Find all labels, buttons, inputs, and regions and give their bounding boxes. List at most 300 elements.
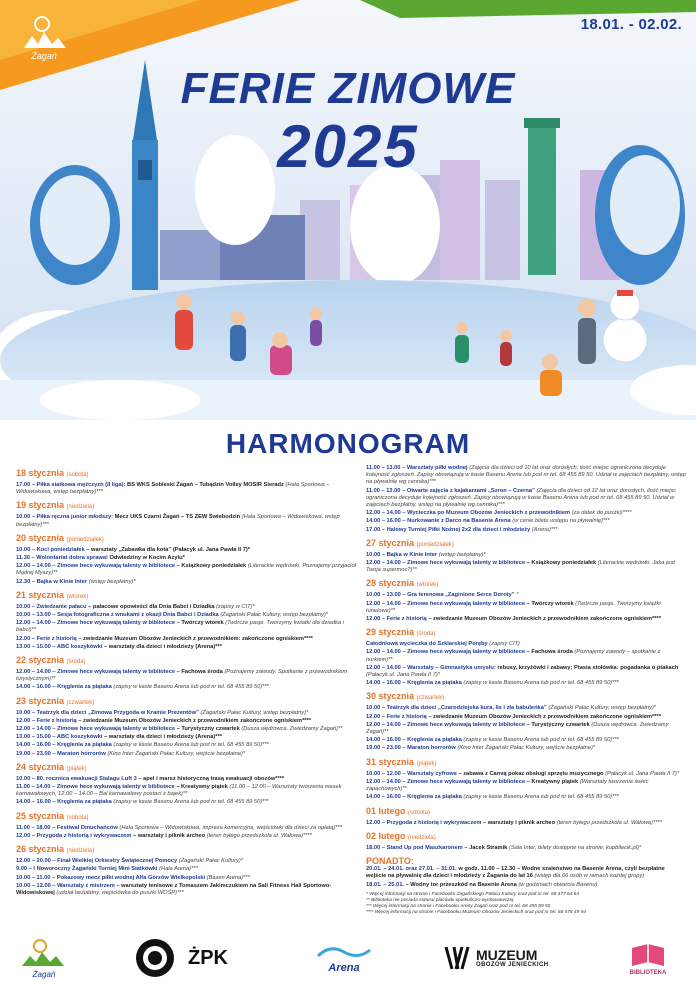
event-text: – Książkowy poniedziałek (176, 563, 247, 570)
schedule-event (366, 518, 686, 525)
schedule-event (366, 745, 686, 752)
event-title: – Kręglenia za piątaka (402, 680, 462, 687)
event-title: – Przygoda z historią i wykrywaczem (381, 819, 482, 826)
event-note: (zapisy w CIT)* (216, 603, 255, 610)
schedule-left-column (16, 464, 356, 898)
event-title: – Kręglenia za piątaka (52, 684, 112, 691)
day-date: 31 stycznia (366, 756, 415, 767)
schedule-event (16, 644, 356, 651)
day-date: 20 stycznia (16, 532, 65, 543)
day-heading (366, 806, 686, 819)
day-weekday: (czwartek) (416, 695, 445, 702)
day-heading (16, 696, 356, 709)
schedule-event (366, 665, 686, 679)
event-note: (teren byłego przedszkola ul. Wałowa)**** (206, 832, 312, 839)
event-note: (Literackie wędrówki. Jaka jest Twoja supermoc?)** (366, 560, 675, 574)
event-text: – Twórczy wtorek (526, 600, 574, 607)
event-title: – Bajka w Kinie Inter (31, 578, 88, 585)
event-time: 10.00 (16, 514, 31, 521)
biblioteka-text: BIBLIOTEKA (629, 970, 667, 976)
event-note: (Arena)*** (531, 526, 558, 533)
event-time: 11.00 – 14.00 (16, 784, 51, 791)
event-text: – warsztaty dla dzieci i młodzieży (Arena)*** (104, 643, 222, 650)
schedule-event (366, 722, 686, 736)
day-weekday: (środa) (66, 659, 86, 666)
event-note: (zapisy w kasie Basenu Arena lub pod nr tel. 68 455 89 50)*** (113, 799, 269, 806)
schedule-event (16, 734, 356, 741)
event-time: 13.00 – 15.00 (16, 734, 51, 741)
poster-title: FERIE ZIMOWE (180, 64, 516, 113)
day-heading (16, 844, 356, 857)
day-heading (16, 533, 356, 546)
event-note: (teren byłego przedszkola ul. Wałowa)**** (556, 819, 662, 826)
event-title: – Otwarte zajęcia z kajakarzami „Szron – Czerna” (402, 487, 535, 494)
zpk-logo: ŻPK (188, 946, 228, 969)
event-note: (w cenie biletu wstępu na pływalnię)*** (512, 518, 610, 525)
schedule-event (366, 601, 686, 615)
event-note: (Żagański Pałac Kultury, wstęp bezpłatny)* (220, 612, 328, 619)
day-date: 24 stycznia (16, 761, 65, 772)
day-heading (366, 627, 686, 640)
event-title: – Nurkowanie z Darco na Basenie Arena (402, 518, 511, 525)
ponadto-item (366, 882, 686, 889)
event-title: – Zimowe hece wykuwają talenty w bibliotece (402, 600, 526, 607)
event-note: (11.00 – 12.00 – Warsztaty tworzenia masek karnawałowych, 12.00 – 14.00 – Bal karnawałowy postaci z bajek)** (16, 784, 342, 798)
day-date: 22 stycznia (16, 655, 65, 666)
event-note: (Zajęcia dla dzieci od 12 lat oraz dorosłych, ilość miejsc ograniczona decyduje kolejność zgłoszeń. Zapisy obowiązują w kasie Basenu Arena lub pod nr tel. 68 455 89 50. Udział w zajęciach bezpłatny, wstęp na pływalnię wg cennika)*** (366, 487, 677, 509)
schedule-right-days (366, 465, 686, 852)
schedule-event (16, 555, 356, 562)
event-text: Mecz UKS Czarni Żagań – TS ZEW Świebodzin (114, 514, 241, 521)
event-note: (Sala Inter, bilety dostępne na stronie: kupbilecik.pl)* (508, 844, 642, 851)
schedule-heading: HARMONOGRAM (225, 428, 471, 459)
event-time: 12.00 – 14.00 (366, 721, 401, 728)
event-time: 18.00 (366, 844, 381, 851)
event-title: – Warsztaty piłki wodnej (402, 465, 468, 471)
event-time: 10.00 (366, 705, 381, 712)
event-text: Odwiedziny w Kocim Azylu* (109, 555, 185, 562)
event-title: – Teatrzyk dla dzieci „Zimowa Przygoda w Krainie Prezentów” (31, 709, 199, 716)
event-note: (zapisy w kasie Basenu Arena lub pod nr tel. 68 455 89 50)*** (463, 680, 619, 687)
day-heading (366, 538, 686, 551)
event-time: 14.00 – 16.00 (16, 742, 51, 749)
event-title: – Zimowe hece wykuwają talenty w bibliotece (52, 784, 175, 791)
event-title: – Maraton horrorów (52, 750, 106, 757)
event-note: (udział bezpłatny, wejściówka do puszki WOŚP)*** (56, 889, 184, 896)
event-note: (Kino Inter Żagański Pałac Kultury, wejście bezpłatne)* (107, 750, 246, 757)
event-note: (Pałacyk ul. Jana Pawła II 7)* (605, 770, 680, 777)
event-title: – Halowy Turniej Piłki Nożnej 2x2 dla dzieci i młodzieży (381, 526, 531, 533)
event-title: Całodniowa wycieczka do Szklarskiej Poręby (366, 641, 488, 648)
schedule-event (16, 866, 356, 873)
event-title: – Zwiedzanie pałacu (31, 603, 87, 610)
schedule-event (16, 604, 356, 611)
event-title: – Wolontariat dobra sprawa! (31, 555, 108, 562)
event-note: (zapisy w kasie Basenu Arena lub pod nr tel. 68 455 89 50)*** (463, 794, 619, 801)
winter-scene-art (0, 0, 696, 420)
schedule-event (16, 726, 356, 733)
schedule-event (366, 560, 686, 574)
schedule-event (366, 705, 686, 712)
day-date: 29 stycznia (366, 627, 415, 638)
event-text: – apel i marsz historyczną trasą ewakuacji obozów**** (138, 775, 285, 782)
event-time: 14.00 – 16.00 (366, 737, 401, 744)
event-time: 12.30 (16, 578, 31, 585)
schedule-event (16, 563, 356, 577)
date-range: 18.01. - 02.02. (580, 16, 682, 33)
schedule-event (16, 620, 356, 634)
schedule-event (366, 510, 686, 517)
day-date: 25 stycznia (16, 810, 65, 821)
event-note: (Hala Arena)*** (159, 866, 198, 873)
schedule-event (366, 488, 686, 510)
footnote: * Więcej informacji na stronie i Facebooku Żagańskiego Pałacu Kultury oraz pod nr tel. 68 477 64 64 (366, 891, 580, 897)
event-title: – Ferie z historią (31, 635, 77, 642)
event-title: – Zimowe hece wykuwają talenty w bibliotece (52, 726, 176, 733)
ponadto-item (366, 866, 686, 880)
event-note: (Dusza wędrowca. Zwiedzamy Żagań)** (366, 721, 669, 736)
svg-text:Żagań: Żagań (31, 51, 57, 61)
schedule-event (16, 875, 356, 882)
schedule-event (16, 784, 356, 798)
event-text: – Fachowa środa (176, 669, 223, 676)
event-title: – ABC koszykówki (52, 734, 103, 741)
event-text: – Kreatywny piątek (176, 784, 228, 791)
zagan-logo-footer (14, 936, 74, 980)
day-heading (16, 811, 356, 824)
event-time: 10.00 – 13.00 (366, 592, 401, 599)
schedule-event (16, 718, 356, 725)
event-time: 17.00 (366, 526, 381, 533)
event-time: 12.00 – 14.00 (366, 778, 401, 785)
svg-text:Żagań: Żagań (32, 970, 56, 979)
event-title: – Ferie z historią (31, 717, 77, 724)
schedule-event (366, 771, 686, 778)
event-title: – Teatrzyk dla dzieci „Czarodziejska kura, lis i zła babuleńka” (381, 705, 547, 712)
event-note: (Żagański Pałac Kultury, wstęp bezpłatny)* (200, 709, 309, 716)
event-time: 19.00 – 23.00 (366, 745, 401, 752)
muzeum-logo (444, 936, 548, 980)
event-time: 12.00 – 14.00 (366, 560, 401, 567)
event-note: (wstęp bezpłatny)* (438, 551, 486, 558)
event-text: – zabawa z Canvą pokaz obsługi sprzętu muzycznego (458, 770, 604, 777)
ponadto-note: (w godzinach otwarcia Basenu) (518, 881, 598, 888)
day-heading (16, 500, 356, 513)
event-title: – ABC koszykówki (52, 643, 103, 650)
footnote: **** Więcej informacji na stronie i Facebooku Muzeum Obozów Jenieckich oraz pod nr tel. 68 478 49 94 (366, 909, 586, 915)
event-title: – Warsztaty z mistrzem (52, 882, 115, 889)
footnote: ** Biblioteka nie posiada statusu placówki opiekuńczo-wychowawczej. (366, 897, 515, 903)
muzeum-logo-text (476, 948, 548, 968)
event-title: – Finał Wielkiej Orkiestry Świątecznej Pomocy (52, 858, 178, 865)
day-date: 19 stycznia (16, 500, 65, 511)
day-date: 28 stycznia (366, 578, 415, 589)
schedule-event (366, 779, 686, 793)
muzeum-title: MUZEUM (476, 947, 538, 963)
arena-logo (316, 936, 372, 980)
event-time: 12.00 (16, 832, 31, 839)
muzeum-subtitle: OBOZÓW JENIECKICH (476, 962, 549, 968)
schedule-event (366, 616, 686, 623)
event-text: – warsztaty i piknik archeo (133, 832, 206, 839)
event-title: – Pokazowy mecz piłki wodnej Alfa Gorzów Wielkopolski (52, 874, 206, 881)
day-date: 01 lutego (366, 805, 406, 816)
day-weekday: (sobota) (66, 472, 89, 478)
day-date: 30 stycznia (366, 691, 415, 702)
day-date: 26 stycznia (16, 844, 65, 855)
day-weekday: (poniedziałek) (416, 541, 454, 548)
day-date: 23 stycznia (16, 695, 65, 706)
event-title: – Zimowe hece wykuwają talenty w bibliotece (52, 669, 176, 676)
footnotes (366, 892, 686, 916)
event-time: 12.00 – 14.00 (366, 600, 401, 607)
event-title: – Zimowe hece wykuwają talenty w bibliotece (52, 620, 176, 627)
event-text: – warsztaty dla dzieci i młodzieży (Arena)*** (104, 734, 222, 741)
event-time: 14.00 – 16.00 (16, 799, 51, 806)
schedule-event (366, 794, 686, 801)
event-time: 12.00 (16, 717, 31, 724)
event-time: 9.00 (16, 866, 28, 873)
schedule-event (16, 514, 356, 528)
event-text: – zwiedzanie Muzeum Obozów Jenieckich z przewodnikiem zakończone ogniskiem**** (428, 616, 661, 623)
day-date: 27 stycznia (366, 537, 415, 548)
schedule-event (16, 612, 356, 619)
event-time: 14.00 – 16.00 (16, 684, 51, 691)
event-note: (Twórcze pasje. Tworzymy książki tunelowe)** (366, 600, 661, 614)
day-date: 21 stycznia (16, 589, 65, 600)
event-title: – I Noworoczny Żagański Turniej Mini Siatkówki (28, 866, 158, 873)
schedule-event (366, 714, 686, 721)
event-title: – Zimowe hece wykuwają talenty w bibliotece (402, 721, 526, 728)
event-note: (Poznajemy zawody – spotkanie z nurkiem)** (366, 649, 661, 663)
day-weekday: (wtorek) (66, 593, 89, 600)
event-title: – Sesja fotograficzna z wnukami z okazji Dnia Babci i Dziadka (52, 612, 219, 619)
event-time: 12.00 – 14.00 (366, 649, 401, 656)
event-text: – warsztaty tenisowe z Tomaszem Jakimczukiem na Sali Fitness Hali Sportowo-Widowiskowej (16, 882, 332, 896)
day-date: 02 lutego (366, 830, 406, 841)
schedule-event (366, 845, 686, 852)
event-time: 12.00 (366, 713, 381, 720)
event-title: – Kręglenia za piątaka (402, 794, 462, 801)
event-title: – Ferie z historią (381, 713, 427, 720)
event-note: (Żagański Pałac Kultury, wstęp bezpłatny)* (548, 705, 657, 712)
lion-crest-logo (133, 936, 177, 980)
event-time: 14.00 – 16.00 (366, 680, 401, 687)
event-note: (Poznajemy zawody. Spotkanie z przewodnikiem turystycznym)** (16, 669, 348, 683)
day-weekday: (niedziela) (66, 848, 95, 855)
event-time: 10.00 (16, 603, 31, 610)
event-note: (Warsztaty tworzenia świec zapachowych)** (366, 778, 649, 793)
event-title: – Zimowe hece wykuwają talenty w bibliotece (52, 563, 176, 570)
schedule-event (16, 636, 356, 643)
event-time: 14.00 – 16.00 (366, 518, 401, 525)
day-weekday: (niedziela) (66, 504, 95, 511)
event-time: 17.00 (16, 482, 31, 488)
book-icon (628, 940, 668, 970)
schedule-event (16, 776, 356, 783)
schedule-event (366, 552, 686, 559)
ponadto-list (366, 866, 686, 889)
day-weekday: (piątek) (416, 760, 437, 767)
event-text: – Turystyczny czwartek (526, 721, 590, 728)
event-title: – Zimowe hece wykuwają talenty w bibliotece (402, 560, 526, 567)
ponadto-text: – Wodny tor przeszkód na Basenie Arena (405, 881, 517, 888)
event-title: – Warsztaty cyfrowe (402, 770, 457, 777)
hero-illustration (0, 0, 696, 420)
schedule-event (16, 710, 356, 717)
day-weekday: (niedziela) (408, 834, 436, 841)
event-title: – Przygoda z historią i wykrywaczem (31, 832, 132, 839)
event-time: 13.00 – 15.00 (16, 643, 51, 650)
event-title: – Maraton horrorów (402, 745, 456, 752)
event-title: – Kręglenia za piątaka (402, 737, 462, 744)
event-text: – zwiedzanie Muzeum Obozów Jenieckich z przewodnikiem zakończone ogniskiem**** (428, 713, 661, 720)
schedule-event (16, 547, 356, 554)
day-weekday: (sobota) (408, 809, 431, 816)
event-title: – Warsztaty – Gimnastyka umysłu: (402, 664, 496, 671)
schedule-event (16, 751, 356, 758)
event-note: (Basen Arena)*** (206, 874, 250, 881)
schedule-event (366, 649, 686, 663)
event-time: 10.00 (16, 546, 31, 553)
event-note: (za datek do puszki)**** (571, 510, 632, 517)
event-note: * (516, 592, 519, 599)
event-title: – Kręglenia za piątaka (52, 742, 112, 749)
schedule-event (366, 592, 686, 599)
event-title: – Koci poniedziałek (31, 546, 85, 553)
event-text: BS WKS Sobieski Żagań – Tubądzin Volley MOSIR Sieradz (126, 482, 284, 488)
day-heading (366, 691, 686, 704)
day-weekday: (środa) (416, 631, 436, 638)
event-time: 12.00 – 20.00 (16, 858, 51, 865)
event-title: – Ferie z historią (381, 616, 427, 623)
event-time: 11.00 – 13.00 (366, 465, 401, 471)
day-heading (366, 757, 686, 770)
day-weekday: (sobota) (66, 814, 89, 821)
ponadto-time: 20.01. – 24.01. oraz 27.01. – 31.01. (366, 866, 457, 873)
zagan-city-logo (14, 14, 74, 62)
schedule-event (16, 799, 356, 806)
event-title: – Piłka ręczna junior młodszy: (31, 514, 114, 521)
event-time: 10.00 – 11.00 (16, 874, 51, 881)
event-title: – Wycieczka po Muzeum Obozów Jenieckich z przewodnikiem (402, 510, 571, 517)
event-text: – Kreatywny piątek (526, 778, 579, 785)
arena-wave-icon (316, 942, 372, 962)
event-time: 10.00 (16, 775, 31, 782)
event-time: 11.30 (16, 555, 30, 562)
event-note: (Zajęcia dla dzieci od 10 lat oraz dorosłych, ilość miejsc ograniczona decyduje kolejność zgłoszeń. Zapisy obowiązują w kasie Basenu Arena lub pod nr tel. 68 455 89 50. Udział w zajęciach bezpłatny, wstęp na pływalnię wg cennika)*** (366, 465, 686, 486)
poster-year: 2025 (277, 113, 419, 180)
event-note: (zapisy w kasie Basenu Arena lub pod nr tel. 68 455 89 50)*** (463, 737, 619, 744)
day-date: 18 stycznia (16, 468, 65, 478)
schedule-right-column (366, 464, 686, 916)
event-text: – zwiedzanie Muzeum Obozów Jenieckich z przewodnikiem: zakończone ogniskiem**** (78, 635, 313, 642)
event-text: – Twórczy wtorek (176, 620, 224, 627)
event-title: – Stand Up pod Maszkaronem (381, 844, 463, 851)
day-heading (366, 578, 686, 591)
event-note: (Kino Inter Żagański Pałac Kultury, wejście bezpłatne)* (457, 745, 596, 752)
event-time: 12.00 – 14.00 (16, 669, 51, 676)
event-note: (Hala Sportowa – Widowiskowa, impreza komercyjna, wejściówki dla dzieci za opłatą)*** (119, 824, 342, 831)
event-time: 12.00 – 14.00 (366, 510, 401, 517)
event-time: 12.00 – 14.00 (366, 664, 401, 671)
event-title: – Bajka w Kinie Inter (381, 551, 438, 558)
day-weekday: (wtorek) (416, 582, 439, 589)
ponadto-time: 18.01. – 25.01. (366, 881, 404, 888)
event-time: 12.00 – 14.00 (16, 563, 51, 570)
arena-logo-text: Arena (328, 962, 360, 974)
event-title: – Gra terenowa „Zaginione Serce Doroty” (402, 592, 515, 599)
ponadto-heading: PONADTO: (366, 855, 414, 866)
event-time: 11.00 – 13.00 (366, 487, 401, 494)
footnote: *** Więcej informacji na stronie i Facebooku Areny Żagań oraz pod nr tel. 68 455 89 50 (366, 903, 551, 909)
event-time: 10.00 – 12.00 (16, 882, 51, 889)
day-heading (366, 831, 686, 844)
biblioteka-logo (628, 936, 668, 980)
day-weekday: (piątek) (66, 765, 87, 772)
event-note: (zapisy w kasie Basenu Arena lub pod nr tel. 68 455 89 50)*** (113, 742, 269, 749)
event-note: (Twórcze pasje. Tworzymy kwiatki dla dziadka i babci)** (16, 620, 344, 634)
event-time: 10.00 (16, 709, 31, 716)
schedule-event (16, 579, 356, 586)
event-time: 14.00 – 16.00 (366, 794, 401, 801)
event-text: – warsztaty i piknik archeo (483, 819, 556, 826)
schedule-event (366, 527, 686, 534)
event-title: – Festiwal Dmuchańców (52, 824, 118, 831)
event-time: 10.00 – 13.00 (16, 612, 51, 619)
event-time: 11.00 – 18.00 (16, 824, 51, 831)
event-title: – Piłka siatkowa mężczyzn (II liga): (31, 482, 126, 488)
event-note: (Pałacyk ul. Jana Pawła II 7)* (366, 672, 440, 679)
schedule-event (16, 883, 356, 897)
event-time: 19.00 – 23.00 (16, 750, 51, 757)
event-note: (Hala Sportowa – Widowiskowa, wstęp bezpłatny)*** (16, 514, 340, 528)
event-note: (zapisy CIT) (489, 641, 520, 648)
event-title: – 80. rocznica ewakuacji Stalagu Luft 3 (31, 775, 137, 782)
event-text: – Turystyczny czwartek (176, 726, 240, 733)
event-title: – Zimowe hece wykuwają talenty w bibliotece (402, 649, 526, 656)
event-note: (Dusza wędrowca. Zwiedzamy Żagań)** (241, 726, 343, 733)
event-text: – Fachowa środa (526, 649, 573, 656)
schedule-event (366, 680, 686, 687)
event-time: 12.00 – 14.00 (16, 726, 51, 733)
schedule-event (16, 825, 356, 832)
day-heading (16, 762, 356, 775)
day-weekday: (czwartek) (66, 699, 95, 706)
ponadto-note: (wstęp dla 66 osób w ramach każdej grupy) (534, 873, 645, 880)
ponadto-text: w godz. 11.00 – 12.30 – Wodne szaleństwo na Basenie Arena, czyli bezpłatne wejście na pływalnię dla dzieci i młodzieży z Żagania do lat 16 (366, 866, 665, 880)
event-text: – pałacowe opowieści dla Dnia Babci i Dziadka (88, 603, 215, 610)
schedule-event (16, 684, 356, 691)
schedule-event (366, 641, 686, 648)
day-heading (16, 655, 356, 668)
event-note: (Literackie wędrówki. Poznajemy przyjaciół Mądrej Myszy)** (16, 563, 356, 577)
schedule-event (16, 742, 356, 749)
event-time: 10.00 – 12.00 (366, 770, 401, 777)
event-time: 10.00 (366, 551, 381, 558)
event-note: (zapisy w kasie Basenu Arena lub pod nr tel. 68 455 89 50)*** (113, 684, 269, 691)
schedule-event (16, 669, 356, 683)
event-time: 12.00 (16, 635, 31, 642)
event-time: 12.00 (366, 616, 381, 623)
day-heading (16, 468, 356, 481)
event-text: – Jacek Stramik (464, 844, 508, 851)
event-note: (wstęp bezpłatny)* (88, 578, 136, 585)
schedule-event (16, 833, 356, 840)
event-title: – Zimowe hece wykuwają talenty w bibliotece (402, 778, 526, 785)
schedule-event (366, 465, 686, 487)
muzeum-mark-icon (444, 943, 470, 973)
